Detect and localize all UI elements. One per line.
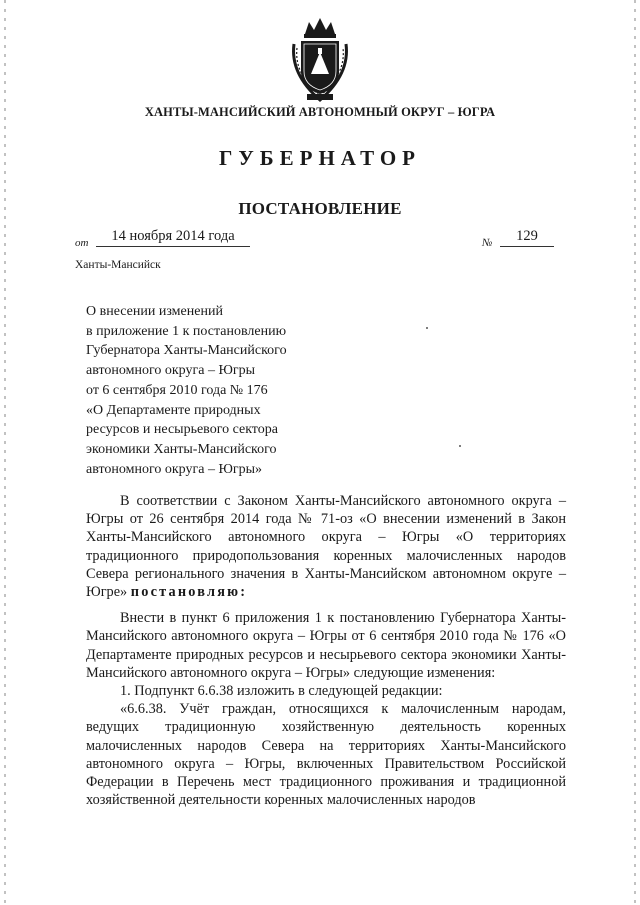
city: Ханты-Мансийск	[75, 259, 161, 271]
body-paragraph-quote: «6.6.38. Учёт граждан, относящихся к малочисленным народам, ведущих традиционную хозяйственную деятельность коренных малочисленных народов Севера на территориях Ханты-Мансийского автономного округа – Югры, включенных Правительством Российской Федерации в Перечень мест традиционного проживания и традиционной хозяйственной деятельности коренных малочисленных народов	[86, 701, 566, 809]
subject-line: О внесении изменений	[86, 304, 223, 319]
document-body	[86, 492, 566, 809]
subject-line: в приложение 1 к постановлению	[86, 323, 287, 339]
document-subject	[86, 302, 326, 479]
scan-speck	[426, 327, 428, 329]
scan-edge-left	[4, 0, 6, 905]
subject-line: автономного округа – Югры	[86, 363, 255, 379]
number-prefix: №	[482, 237, 493, 249]
preamble-text: В соответствии с Законом Ханты-Мансийского автономного округа – Югры от 26 сентября 2014 года № 71-оз «О внесении изменений в Закон Ханты-Мансийского автономного округа – Югры «О территориях традиционного природопользования коренных малочисленных народов Севера регионального значения в Ханты-Мансийском автономном округе – Югре»	[86, 493, 566, 601]
subject-line: автономного округа – Югры»	[86, 461, 262, 477]
body-paragraph-amend: Внести в пункт 6 приложения 1 к постановлению Губернатора Ханты-Мансийского автономного округа – Югры от 6 сентября 2010 года № 176 «О Департаменте природных ресурсов и несырьевого сектора экономики Ханты-Мансийского автономного округа – Югры» следующие изменения:	[86, 610, 566, 681]
date-prefix: от	[75, 237, 89, 249]
subject-line: Губернатора Ханты-Мансийского	[86, 343, 287, 359]
body-paragraph-preamble	[86, 492, 566, 601]
body-paragraph-item-1: 1. Подпункт 6.6.38 изложить в следующей редакции:	[120, 683, 443, 700]
region-name: ХАНТЫ-МАНСИЙСКИЙ АВТОНОМНЫЙ ОКРУГ – ЮГРА	[144, 105, 496, 119]
document-number: 129	[500, 228, 554, 247]
scan-edge-right	[634, 0, 636, 905]
subject-line: ресурсов и несырьевого сектора	[86, 422, 278, 438]
coat-of-arms-icon	[285, 14, 355, 106]
document-type: ПОСТАНОВЛЕНИЕ	[238, 199, 402, 218]
scan-speck	[459, 445, 461, 447]
subject-line: «О Департаменте природных	[86, 402, 261, 418]
governor-title: ГУБЕРНАТОР	[218, 146, 422, 170]
subject-line: от 6 сентября 2010 года № 176	[86, 382, 268, 398]
resolve-word: постановляю:	[130, 584, 248, 601]
subject-line: экономики Ханты-Мансийского	[86, 441, 277, 457]
document-date: 14 ноября 2014 года	[96, 228, 250, 247]
